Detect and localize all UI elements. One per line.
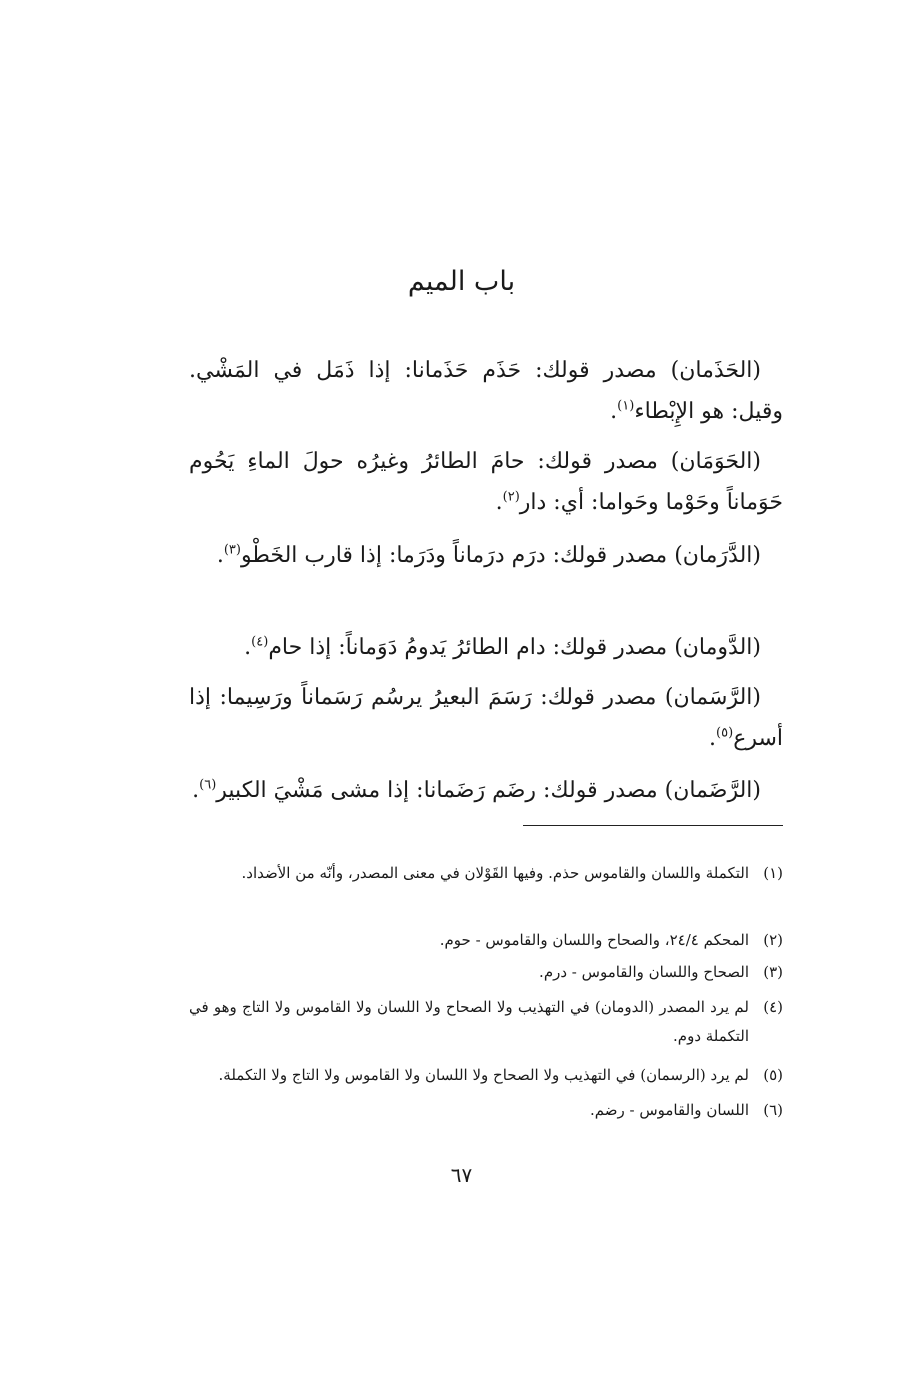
- entry-dawman: [189, 627, 783, 668]
- footnote-number: (٦): [763, 1101, 783, 1119]
- footnote-number: (٢): [763, 931, 783, 949]
- entry-text: (الرَّضَمان) مصدر قولك: رضَم رَضَمانا: إذا مشى مَشْيَ الكبير: [216, 778, 761, 803]
- entry-text: (الرَّسَمان) مصدر قولك: رَسَمَ البعيرُ يرسُم رَسَماناً ورَسِيما: إذا أسرع: [189, 685, 783, 751]
- entry-text: (الدَّرَمان) مصدر قولك: درَم درَماناً ودَرَما: إذا قارب الخَطْو: [240, 543, 761, 568]
- entry-text: (الحَذَمان) مصدر قولك: حَذَم حَذَمانا: إذا ذَمَل في المَشْي. وقيل: هو الإِبْطاء: [189, 358, 783, 424]
- entry-daraman: [189, 535, 783, 576]
- entry-rasaman: [189, 677, 783, 759]
- footnote-3: [189, 958, 783, 987]
- footnote-2: [189, 926, 783, 955]
- entry-end: .: [495, 490, 503, 515]
- chapter-title: باب الميم: [407, 266, 516, 297]
- footnote-text: التكملة واللسان والقاموس حذم. وفيها القَوْلان في معنى المصدر، وأنّه من الأضداد.: [241, 864, 749, 882]
- footnote-ref[interactable]: (٤): [251, 634, 269, 650]
- page-number: ٦٧: [450, 1163, 473, 1187]
- footnote-ref[interactable]: (٢): [502, 489, 520, 505]
- footnote-6: [189, 1096, 783, 1125]
- footnote-text: الصحاح واللسان والقاموس - درم.: [539, 963, 749, 981]
- footnote-text: المحكم ٢٤/٤، والصحاح واللسان والقاموس - حوم.: [439, 931, 749, 949]
- footnote-ref[interactable]: (٣): [223, 542, 241, 558]
- footnote-text: لم يرد (الرسمان) في التهذيب ولا الصحاح ولا اللسان ولا القاموس ولا التاج ولا التكملة.: [218, 1066, 749, 1084]
- entry-hawaman: [189, 441, 783, 523]
- footnote-1: [189, 859, 783, 888]
- footnote-text: لم يرد المصدر (الدومان) في التهذيب ولا الصحاح ولا اللسان ولا القاموس ولا التاج وهو في التكملة دوم.: [189, 998, 749, 1045]
- footnote-ref[interactable]: (٥): [716, 725, 734, 741]
- entry-end: .: [244, 635, 252, 660]
- entry-text: (الحَوَمَان) مصدر قولك: حامَ الطائرُ وغيرُه حولَ الماءِ يَحُوم حَوَماناً وحَوْما وحَواما: أي: دار: [189, 449, 783, 515]
- entry-end: .: [610, 399, 618, 424]
- entry-end: .: [216, 543, 224, 568]
- footnote-number: (١): [763, 864, 783, 882]
- entry-radaman: [189, 770, 783, 811]
- entry-text: (الدَّومان) مصدر قولك: دام الطائرُ يَدومُ دَوَماناً: إذا حام: [268, 635, 761, 660]
- footnote-separator: [523, 825, 783, 826]
- entry-hadhaman: [189, 350, 783, 432]
- footnote-number: (٣): [763, 963, 783, 981]
- entry-end: .: [709, 726, 717, 751]
- footnote-ref[interactable]: (١): [617, 398, 635, 414]
- footnote-number: (٥): [763, 1066, 783, 1084]
- footnote-4: [189, 993, 783, 1051]
- footnote-ref[interactable]: (٦): [199, 777, 217, 793]
- footnote-text: اللسان والقاموس - رضم.: [589, 1101, 749, 1119]
- footnote-5: [189, 1061, 783, 1090]
- entry-end: .: [192, 778, 200, 803]
- footnote-number: (٤): [763, 998, 783, 1016]
